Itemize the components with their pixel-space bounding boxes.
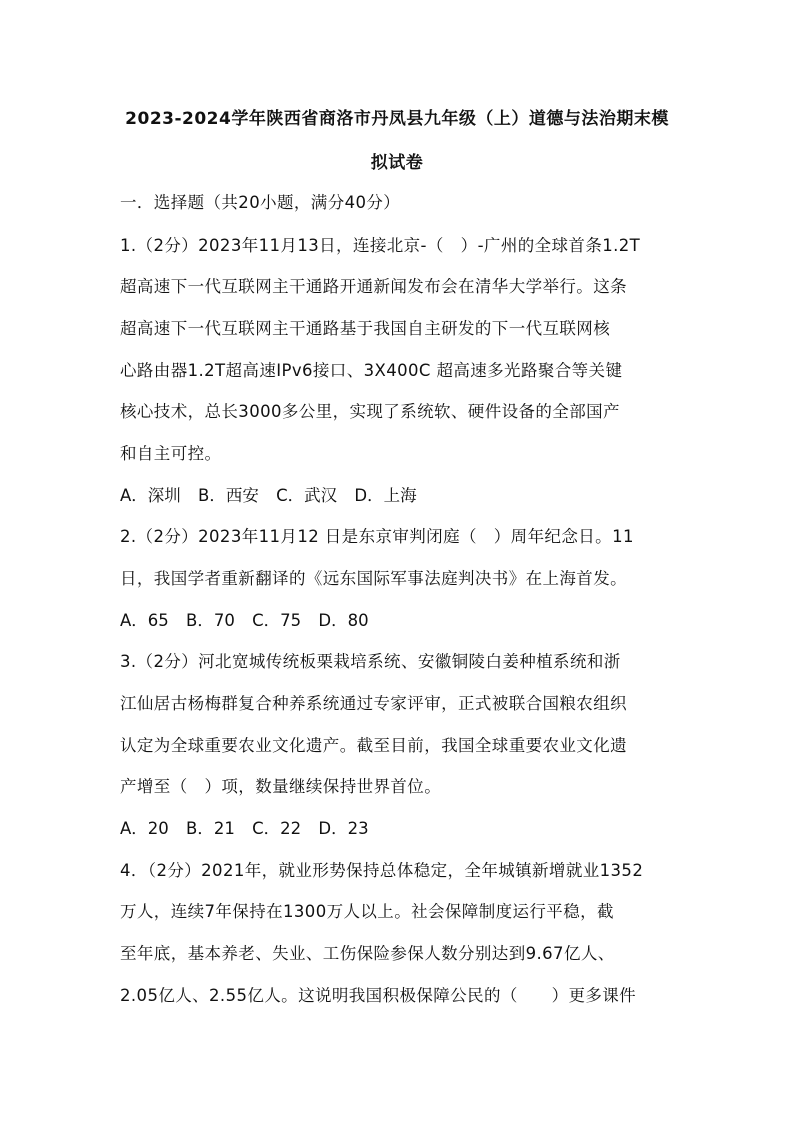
q1-option-b[interactable]: B．西安 xyxy=(198,486,259,505)
q2-line: 2.（2分）2023年11月12 日是东京审判闭庭（ ）周年纪念日。11 xyxy=(120,527,634,546)
q2-options xyxy=(120,607,381,631)
q3-option-a[interactable]: A．20 xyxy=(120,819,169,838)
q2-option-a[interactable]: A．65 xyxy=(120,611,169,630)
q3-options xyxy=(120,815,381,839)
q3-option-d[interactable]: D．23 xyxy=(318,819,369,838)
q1-option-d[interactable]: D．上海 xyxy=(354,486,417,505)
q2-option-c[interactable]: C．75 xyxy=(252,611,302,630)
q3-line: 江仙居古杨梅群复合种养系统通过专家评审，正式被联合国粮农组织 xyxy=(120,694,627,713)
q3-line: 认定为全球重要农业文化遗产。截至目前，我国全球重要农业文化遗 xyxy=(120,736,627,755)
q3-line: 产增至（ ）项，数量继续保持世界首位。 xyxy=(120,777,442,796)
q3-line: 3.（2分）河北宽城传统板栗栽培系统、安徽铜陵白姜种植系统和浙 xyxy=(120,652,621,671)
q3-option-b[interactable]: B．21 xyxy=(186,819,235,838)
q1-line: 心路由器1.2T超高速IPv6接口、3X400C 超高速多光路聚合等关键 xyxy=(120,361,623,380)
q1-line: 核心技术，总长3000多公里，实现了系统软、硬件设备的全部国产 xyxy=(120,402,620,421)
q1-line: 超高速下一代互联网主干通路开通新闻发布会在清华大学举行。这条 xyxy=(120,277,627,296)
q4-line: 万人，连续7年保持在1300万人以上。社会保障制度运行平稳，截 xyxy=(120,902,614,921)
q1-line: 1.（2分）2023年11月13日，连接北京-（ ）-广州的全球首条1.2T xyxy=(120,236,641,255)
q1-line: 超高速下一代互联网主干通路基于我国自主研发的下一代互联网核 xyxy=(120,319,611,338)
q1-line: 和自主可控。 xyxy=(120,444,222,463)
q1-option-a[interactable]: A．深圳 xyxy=(120,486,181,505)
q1-option-c[interactable]: C．武汉 xyxy=(276,486,338,505)
q2-option-b[interactable]: B．70 xyxy=(186,611,235,630)
q2-option-d[interactable]: D．80 xyxy=(318,611,369,630)
q4-line: 至年底，基本养老、失业、工伤保险参保人数分别达到9.67亿人、 xyxy=(120,944,615,963)
q1-options xyxy=(120,482,429,506)
exam-title-line-2: 拟试卷 xyxy=(370,153,424,173)
q3-option-c[interactable]: C．22 xyxy=(252,819,302,838)
exam-title-line-1: 2023-2024学年陕西省商洛市丹凤县九年级（上）道德与法治期末模 xyxy=(125,109,669,129)
q4-line: 2.05亿人、2.55亿人。这说明我国积极保障公民的（ ）更多课件 xyxy=(120,986,637,1005)
q2-line: 日，我国学者重新翻译的《远东国际军事法庭判决书》在上海首发。 xyxy=(120,569,627,588)
q4-line: 4．（2分）2021年，就业形势保持总体稳定，全年城镇新增就业1352 xyxy=(120,861,644,880)
section-heading: 一．选择题（共20小题，满分40分） xyxy=(120,193,401,212)
